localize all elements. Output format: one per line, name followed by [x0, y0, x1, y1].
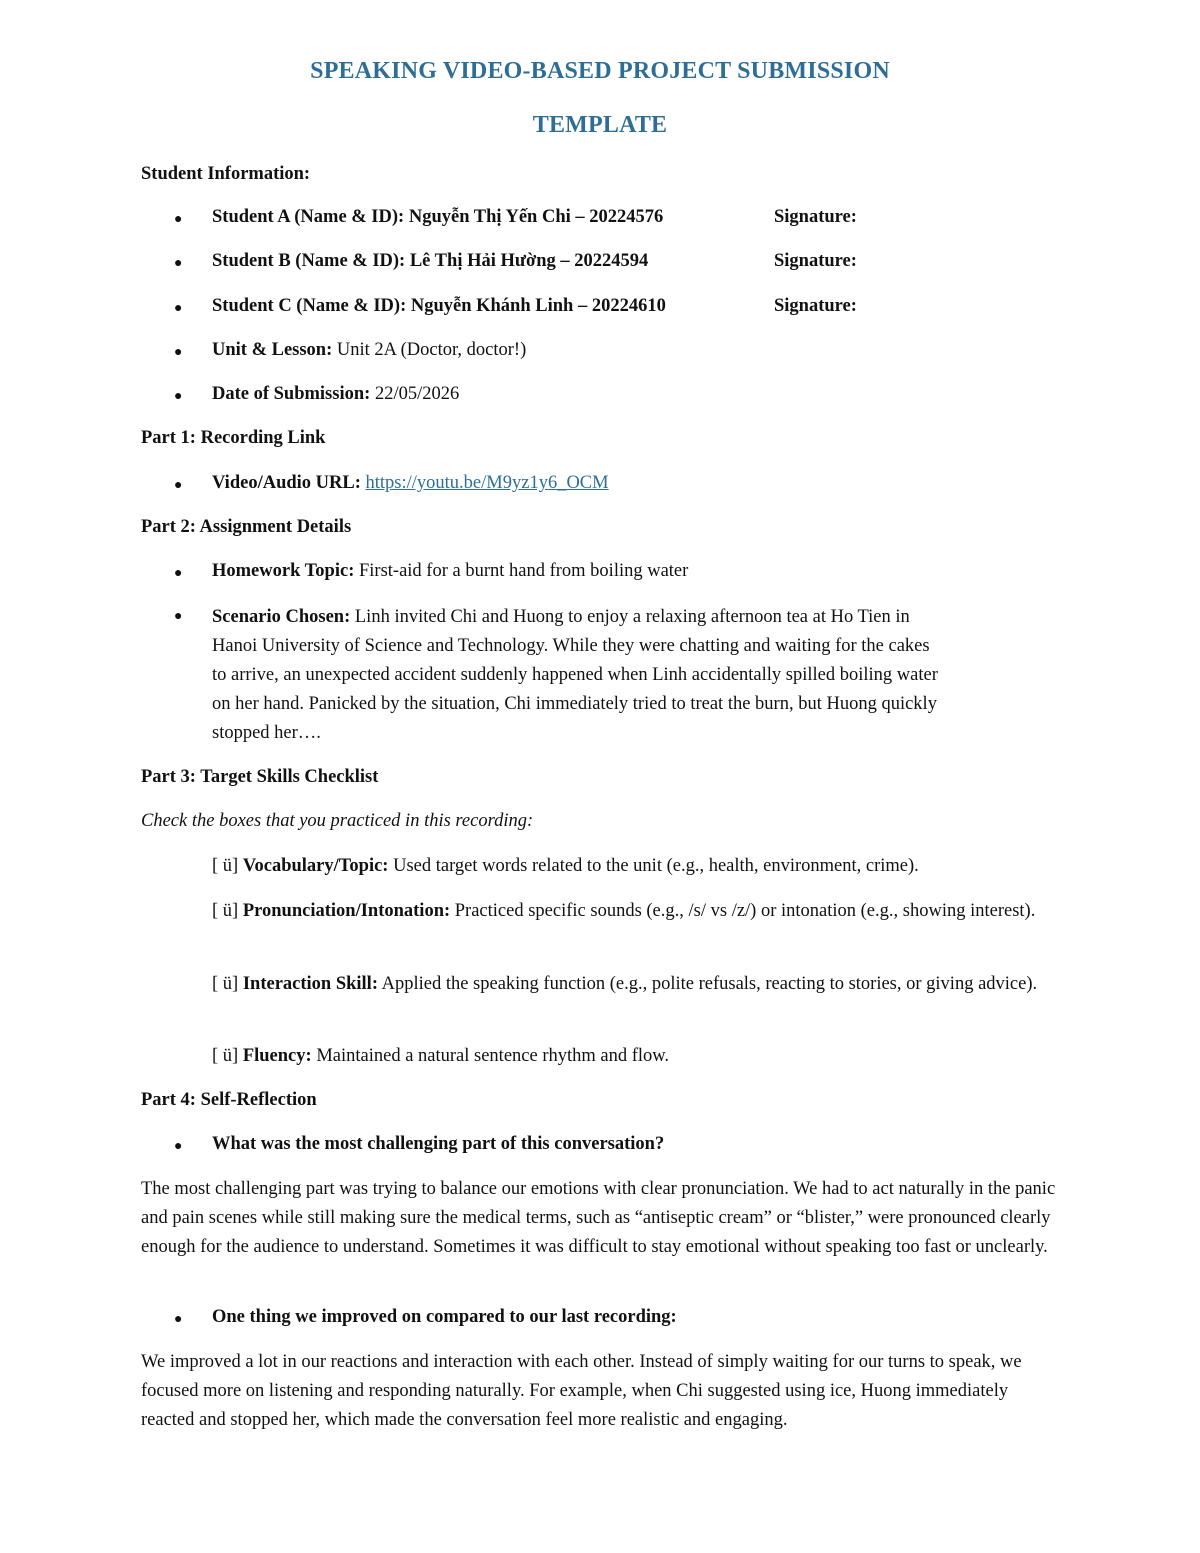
checklist-instruction: Check the boxes that you practiced in this recording: [141, 811, 534, 831]
homework-topic-value: First-aid for a burnt hand from boiling water [358, 561, 689, 581]
bullet-icon: ● [174, 256, 183, 271]
part3-heading: Part 3: Target Skills Checklist [141, 767, 379, 787]
scenario-line-4: on her hand. Panicked by the situation, Chi immediately tried to treat the burn, but Huong quickly [212, 694, 937, 714]
checklist-label: Pronunciation/Intonation: [242, 901, 451, 921]
reflection-answer-2: We improved a lot in our reactions and interaction with each other. Instead of simply waiting for our turns to speak, we focused more on listening and responding naturally. For example, when Chi suggested using ice, Huong immediately reacted and stopped her, which made the conversation feel more realistic and engaging. [141, 1352, 1022, 1430]
bullet-icon: ● [174, 478, 183, 493]
part4-heading: Part 4: Self-Reflection [141, 1090, 317, 1110]
student-a-label: Student A (Name & ID): [212, 207, 405, 227]
bullet-icon: ● [174, 389, 183, 404]
bullet-icon: ● [174, 301, 183, 316]
student-b-text [212, 251, 648, 272]
video-url-link[interactable]: https://youtu.be/M9yz1y6_OCM [365, 473, 609, 493]
homework-topic-label: Homework Topic: [212, 561, 355, 581]
checkbox-icon: [ ü] [212, 856, 239, 876]
checklist-item-vocabulary [212, 852, 1062, 880]
bullet-icon: ● [174, 1139, 183, 1154]
checklist-label: Fluency: [242, 1046, 312, 1066]
bullet-icon: ● [174, 1312, 183, 1327]
student-c-text [212, 296, 666, 317]
scenario-line-1 [212, 603, 1062, 632]
date-value: 22/05/2026 [374, 384, 460, 404]
scenario-line-5: stopped her…. [212, 723, 321, 743]
document-title-line-1: SPEAKING VIDEO-BASED PROJECT SUBMISSION [310, 58, 890, 84]
checkbox-icon: [ ü] [212, 974, 239, 994]
student-b-value: Lê Thị Hải Hường – 20224594 [409, 251, 649, 271]
checklist-label: Interaction Skill: [242, 974, 378, 994]
scenario-line-2: Hanoi University of Science and Technology. While they were chatting and waiting for the cakes [212, 636, 930, 656]
checkbox-icon: [ ü] [212, 901, 239, 921]
bullet-icon: ● [174, 345, 183, 360]
date-label: Date of Submission: [212, 384, 371, 404]
student-c-label: Student C (Name & ID): [212, 296, 407, 316]
student-a-signature-label: Signature: [774, 207, 857, 227]
video-url-label: Video/Audio URL: [212, 473, 361, 493]
student-a-value: Nguyễn Thị Yến Chi – 20224576 [408, 207, 664, 227]
scenario-line-1-text: Linh invited Chi and Huong to enjoy a relaxing afternoon tea at Ho Tien in [354, 607, 910, 627]
scenario-label: Scenario Chosen: [212, 607, 351, 627]
part2-heading: Part 2: Assignment Details [141, 517, 352, 537]
checklist-item-interaction [212, 970, 1062, 998]
part1-heading: Part 1: Recording Link [141, 428, 326, 448]
date-text [212, 384, 459, 405]
student-b-signature-label: Signature: [774, 251, 857, 271]
checklist-text: Practiced specific sounds (e.g., /s/ vs /z/) or intonation (e.g., showing interest). [454, 901, 1036, 921]
student-c-value: Nguyễn Khánh Linh – 20224610 [410, 296, 666, 316]
document-title-line-2: TEMPLATE [532, 112, 668, 138]
student-b-label: Student B (Name & ID): [212, 251, 406, 271]
unit-lesson-label: Unit & Lesson: [212, 340, 333, 360]
bullet-icon: ● [174, 566, 183, 581]
checklist-text: Maintained a natural sentence rhythm and flow. [316, 1046, 670, 1066]
unit-lesson-text [212, 340, 526, 361]
scenario-paragraph [212, 603, 1062, 748]
checkbox-icon: [ ü] [212, 1046, 239, 1066]
reflection-answer-1: The most challenging part was trying to balance our emotions with clear pronunciation. We had to act naturally in the panic and pain scenes while still making sure the medical terms, such as “antiseptic cream” or “blister,” were pronounced clearly enough for the audience to understand. Sometimes it was difficult to stay emotional without speaking too fast or unclearly. [141, 1179, 1056, 1257]
reflection-question-2-text: One thing we improved on compared to our last recording: [212, 1307, 677, 1327]
student-info-heading: Student Information: [141, 164, 311, 184]
checklist-label: Vocabulary/Topic: [242, 856, 389, 876]
checklist-text: Applied the speaking function (e.g., polite refusals, reacting to stories, or giving advice). [381, 974, 1038, 994]
video-url-text [212, 473, 609, 494]
bullet-icon: ● [174, 609, 183, 624]
bullet-icon: ● [174, 212, 183, 227]
reflection-question-1-text: What was the most challenging part of this conversation? [212, 1134, 665, 1154]
checklist-item-fluency [212, 1042, 1062, 1070]
homework-topic-text [212, 561, 688, 582]
unit-lesson-value: Unit 2A (Doctor, doctor!) [336, 340, 527, 360]
student-a-text [212, 207, 663, 228]
checklist-text: Used target words related to the unit (e.g., health, environment, crime). [393, 856, 919, 876]
checklist-item-pronunciation [212, 897, 1062, 925]
scenario-line-3: to arrive, an unexpected accident suddenly happened when Linh accidentally spilled boiling water [212, 665, 938, 685]
student-c-signature-label: Signature: [774, 296, 857, 316]
